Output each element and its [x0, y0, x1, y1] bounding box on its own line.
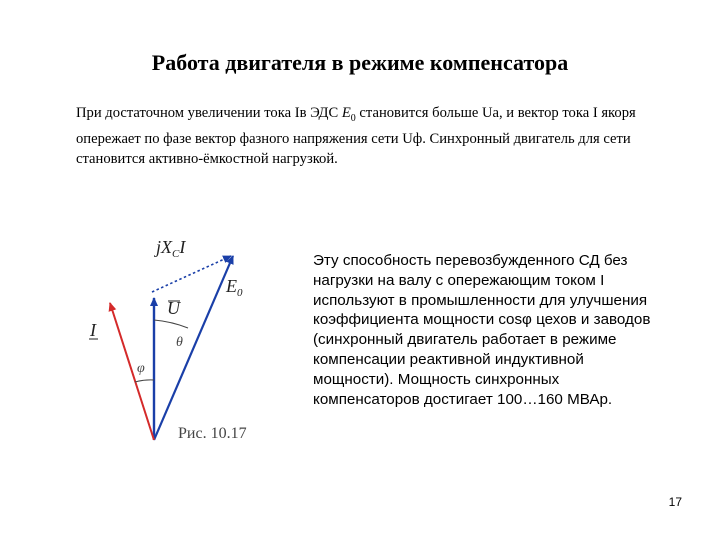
i-vector: [110, 303, 154, 440]
label-jxci: $jX_CI$: [156, 237, 186, 260]
label-phi: φ: [137, 361, 145, 376]
label-i: I: [90, 320, 96, 340]
intro-paragraph: [76, 103, 656, 169]
theta-arc: [154, 320, 188, 328]
label-e0: $E_0$: [226, 276, 243, 299]
figure-caption: Рис. 10.17: [178, 425, 247, 442]
intro-part1: При достаточном увеличении тока Iв ЭДС: [76, 105, 342, 121]
phi-arc: [135, 380, 154, 382]
side-paragraph: Эту способность перевозбужденного СД без нагрузки на валу с опережающим током I используют в промышленности для улучшения коэффициента мощности cosφ цехов и заводов (синхронный двигатель работает в режиме компенсации реактивной индуктивной мощности). Мощность синхронных компенсаторов достигает 100…160 МВАр.: [313, 252, 651, 408]
page-number: 17: [668, 495, 682, 509]
phasor-diagram: [70, 232, 300, 448]
e0-vector: [154, 256, 233, 440]
emf-symbol: $E_0$: [341, 105, 356, 124]
label-theta: θ: [176, 335, 183, 350]
label-u: U: [167, 298, 180, 318]
intro-part2: становится больше Uа, и вектор тока I якоря опережает по фазе вектор фазного напряжения сети Uф. Синхронный двигатель для сети становится активно-ёмкостной нагрузкой.: [76, 105, 636, 167]
slide-title: Работа двигателя в режиме компенсатора: [151, 50, 569, 75]
